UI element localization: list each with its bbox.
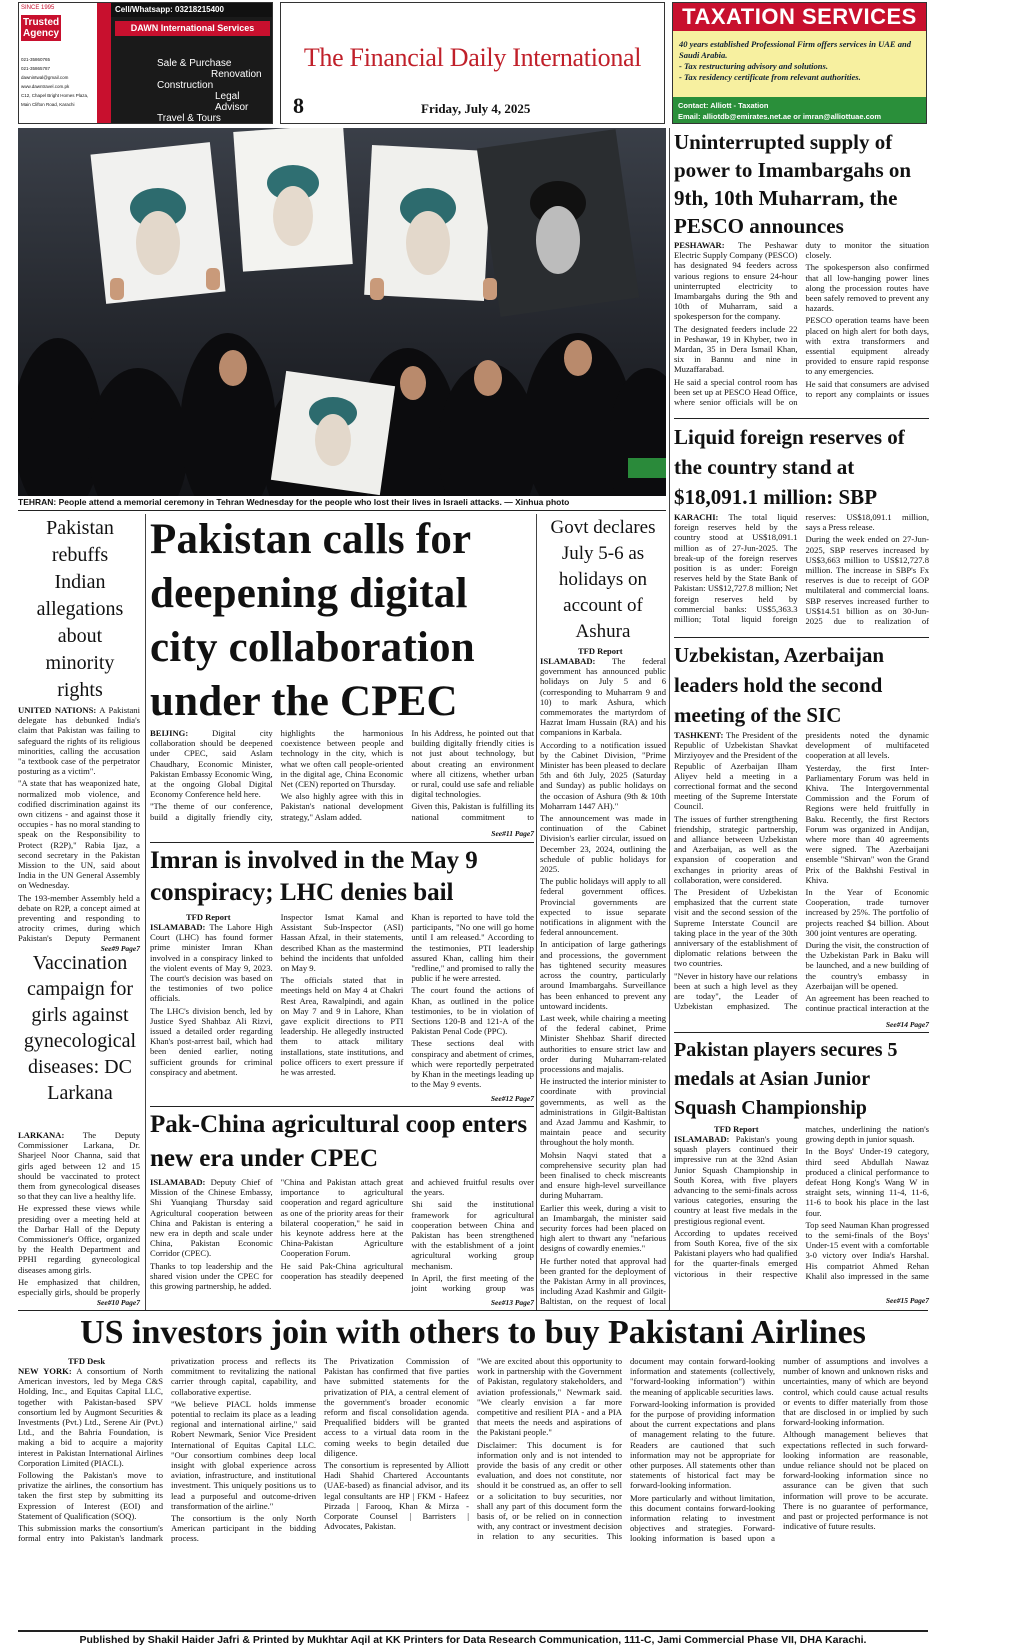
memorial-crowd-image	[18, 128, 666, 496]
sic-paragraph: During the visit, the construction of the Uzbekistan Park in Baku will be launched, and a new building of the country's embassy in Azerbaijan will be opened.	[805, 940, 929, 991]
minority-body	[18, 705, 140, 945]
sic-paragraph: The President of the Republic of Uzbekistan Shavkat Mirziyoyev and the President of the Republic of Azerbaijan Ilham Aliyev held a meeting in a correctional format and the second meeting of the Supreme Interstate Council.	[674, 730, 798, 812]
ad-right-email: Email: alliotdb@emirates.net.ae or imran@alliottuae.com	[678, 112, 882, 121]
ashura-paragraph: The announcement was made in continuation of the Cabinet Division's earlier circular, issued on December 23, 2024, outlining the schedule of public holidays for 2025.	[540, 813, 666, 875]
sic-paragraph: The President of Uzbekistan emphasized that the current state visit and the second session of the Supreme Interstate Council are taking place in the year of the 30th anniversary of the establishment of diplomatic relations between the two countries.	[674, 887, 798, 969]
agri-dateline: ISLAMABAD:	[150, 1177, 206, 1187]
ad-right-contact-panel	[673, 97, 926, 124]
sic-body	[674, 730, 929, 1020]
ad-left-brand: Trusted Agency	[23, 17, 60, 39]
cpec-digital-paragraph: We also highly agree with this in Pakistan's national development strategy," Aslam added.	[280, 791, 404, 822]
pesco-paragraph: PESCO operation teams have been placed on high alert for both days, with extra transformers and essential equipment already provided to ensure rapid response to any emergencies.	[805, 315, 929, 377]
column-rule	[669, 128, 670, 1310]
sic-paragraph: In the Year of Economic Cooperation, trade turnover increased by 25%. The portfolio of projects reached $4 billion. About 300 joint ventures are operating.	[805, 887, 929, 938]
airlines-paragraph: Disclaimer: This document is for information only and is not intended to provide the basis of any credit or other evaluation, and does not constitute, nor should it be construed as, an offer to sell or a solicitation to buy securities, nor shall any part of this document form the basis of, or be relied on in connection with, any contract or investment decision in relation to any securities. This document may contain forward-looking information and statements (collectively, "forward-looking information") within the meaning of applicable securities laws.	[477, 1356, 775, 1542]
ad-left-phone-header: Cell/Whatsapp: 03218215400	[111, 3, 273, 17]
ashura-headline: Govt declares July 5-6 as holidays on account of Ashura	[550, 517, 656, 642]
squash-paragraph: Top seed Nauman Khan progressed to the semi-finals of the Boys' Under-15 event with a comfortable 3-0 victory over India's Harshal. His compatriot Ahmed Rehan Khalil also impressed in the same	[805, 1219, 929, 1281]
ad-left-services	[111, 58, 273, 124]
ashura-paragraph: Earlier this week, during a visit to an Imambargah, the minister said security forces had been placed on high alert to thwart any "nefarious designs of cowardly enemies."	[540, 1202, 666, 1254]
vaccination-headline: Vaccination campaign for girls against gynecological diseases: DC Larkana	[23, 952, 137, 1104]
divider	[150, 1106, 534, 1107]
squash-body	[674, 1124, 929, 1294]
ashura-paragraph: In anticipation of large gatherings and processions, the government has tightened security measures across the country, particularly around Imambargahs. Surveillance has been enhanced to prevent any untoward incidents.	[540, 939, 666, 1011]
masthead-date: Friday, July 4, 2025	[421, 101, 531, 116]
pesco-paragraph: He said a special control room has been set up at PESCO Head Office, where senior officials will be on duty to monitor the situation closely.	[674, 240, 929, 408]
divider	[18, 510, 666, 511]
imran-paragraph: Inspector Ismat Kamal and Assistant Sub-Inspector (ASI) Hassan Afzal, in their statements, described Khan as the mastermind behind the incidents that unfolded on May 9.	[280, 912, 404, 974]
airlines-paragraph: A consortium of North American investors, led by Mega C&S Holding, Inc., and Equitas Capital LLC, together with Pakistan-based SPV consortium led by Augmont Securities & Investments (Pvt.) Ltd., Serene Air (Pvt.) Ltd., and the Bahria Foundation, is making a bid to acquire a majority interest in Pakistan International Airlines Corporation Limited (PIACL).	[18, 1366, 163, 1468]
imran-body	[150, 912, 534, 1094]
ad-right-title: TAXATION SERVICES	[673, 3, 926, 31]
column-rule	[536, 514, 537, 1310]
vaccination-see: See#10 Page7	[96, 1298, 140, 1307]
ad-left-service: Legal Advisor	[215, 91, 249, 113]
minority-paragraph: A Pakistani delegate has debunked India's claim that Pakistan was failing to safeguard the rights of its religious minorities, calling the accusation "a textbook case of the perpetrator posturing as a victim".	[18, 705, 140, 777]
cpec-digital-paragraph: Given this, Pakistan is fulfilling its national commitment to	[411, 801, 534, 822]
ad-left-contact-line: 021-35860765	[21, 57, 51, 62]
ashura-paragraph: He further noted that approval had been granted for the deployment of the Pakistan Army in all provinces, including Azad Kashmir and Gilgit-Baltistan, on the request of local	[540, 1255, 666, 1306]
cpec-digital-body	[150, 728, 534, 828]
ashura-body	[540, 646, 666, 1306]
sic-dateline: TASHKENT:	[674, 730, 724, 740]
airlines-paragraph: Following the Pakistan's move to privatize the airlines, the consortium has taken the first step by submitting its Expression of Interest (EOI) and Statement of Qualification (SOQ).	[18, 1470, 163, 1521]
minority-headline: Pakistan rebuffs Indian allegations about minority rights	[36, 517, 124, 701]
agri-paragraph: He said Pak-China agricultural cooperation has steadily deepened and achieved fruitful results over the years.	[280, 1177, 534, 1281]
airlines-paragraph: Forward-looking information is provided for the purpose of providing information about the current expectations and plans of management relating to the future. Readers are cautioned that such information may not be appropriate for other purposes. All statements other than statements of historical fact may be forward-looking information.	[630, 1398, 775, 1491]
imran-paragraph: The officials stated that in meetings held on May 4 at Chakri Rest Area, Rawalpindi, and again on May 7 and 9 in Lahore, Khan gave explicit directions to PTI leadership. He allegedly instructed them to attack military installations, state institutions, and police officers to exert pressure if he was arrested.	[280, 975, 404, 1078]
airlines-body	[18, 1356, 928, 1626]
ashura-paragraph: The federal government has announced public holidays on July 5 and 6 (corresponding to Muharram 9 and 10) to mark Ashura, which commemorates the martyrdom of Hazrat Imam Hussain (RA) and his companions in Karbala.	[540, 656, 666, 738]
divider	[674, 418, 929, 419]
ad-left-company: DAWN International Services	[115, 21, 270, 36]
squash-byline: TFD Report	[714, 1124, 759, 1134]
divider	[674, 637, 929, 638]
squash-dateline: ISLAMABAD:	[674, 1134, 730, 1144]
footer-imprint: Published by Shakil Haider Jafri & Printed by Mukhtar Aqil at KK Printers for Data Research Communication, 111-C, Jami Commercial Phase VII, DHA Karachi.	[79, 1634, 867, 1646]
news-photo	[18, 128, 666, 496]
masthead	[280, 2, 665, 124]
ashura-paragraph: The public holidays will apply to all federal government offices. Provincial governments are expected to issue separate notifications in alignment with the federal announcement.	[540, 876, 666, 938]
sic-paragraph: "Never in history have our relations been at such a high level as they are today", the Leader of Uzbekistan emphasized. The presidents noted the dynamic development of multifaceted cooperation at all levels.	[674, 730, 929, 1012]
imran-headline: Imran is involved in the May 9 conspiracy; LHC denies bail	[150, 847, 478, 906]
pesco-headline: Uninterrupted supply of power to Imambargahs on 9th, 10th Muharram, the PESCO announces	[674, 130, 912, 238]
vaccination-paragraph: He expressed these views while presiding over a meeting held at the Darbar Hall of the Deputy Commissioner's Office, organized by the Health Department and PPHI regarding gynecological diseases among girls.	[18, 1203, 140, 1275]
ad-left-service: Travel & Tours	[157, 113, 221, 124]
agri-see: See#13 Page7	[490, 1298, 534, 1307]
ad-right-body	[673, 31, 926, 97]
ad-left-contact-line: C12, Chapel Bright Homes Plaza, Main Clifton Road, Karachi	[21, 93, 89, 107]
ad-left-contact-line: 021-35865787	[21, 66, 51, 71]
squash-paragraph: In the Boys' Under-19 category, third seed Abdullah Nawaz produced a clinical performance to defeat Hong Kong's Wang W in straight sets, winning 11-4, 11-6, 11-6 to book his place in the last four.	[805, 1146, 929, 1218]
agri-paragraph: Deputy Chief of Mission of the Chinese Embassy, Shi Yuanqiang Thursday said Agricultural cooperation between China and Pakistan is entering a new era in depth and scale under China, Pakistan Economic Corridor (CPEC).	[150, 1177, 273, 1259]
ad-right-line: - Tax restructuring advisory and solutions.	[679, 61, 828, 71]
squash-paragraph: Pakistan's young squash players continued their impressive run at the 32nd Asian Junior Squash Championship in South Korea, with five players advancing to the semi-finals across various categories, ensuring the country at least five medals in the prestigious regional event.	[674, 1134, 798, 1226]
airlines-paragraph: The consortium is the only North American participant in the bidding process.	[171, 1513, 316, 1544]
squash-headline: Pakistan players secures 5 medals at Asian Junior Squash Championship	[674, 1039, 898, 1119]
agri-body	[150, 1177, 534, 1297]
cpec-digital-see: See#11 Page7	[491, 829, 534, 838]
airlines-byline: TFD Desk	[68, 1356, 106, 1366]
imran-paragraph: Khan is reported to have told the participants, "No one will go home until I am released." According to the testimonies, PTI leadership assured Khan, calling him their "redline," and promised to rally the public if he were arrested.	[411, 912, 534, 984]
vaccination-paragraph: He emphasized that children, especially girls, should be properly	[18, 1276, 140, 1298]
ashura-byline: TFD Report	[578, 646, 623, 656]
pesco-body	[674, 240, 929, 415]
divider	[674, 1032, 929, 1033]
ashura-dateline: ISLAMABAD:	[540, 656, 596, 666]
imran-paragraph: The court found the actions of Khan, as outlined in the police testimonies, to be in violation of Sections 120-B and 121-A of the Pakistan Penal Code (PPC).	[411, 985, 534, 1037]
masthead-title: The Financial Daily International	[303, 43, 642, 72]
squash-see: See#15 Page7	[885, 1296, 929, 1305]
ad-left-service-panel	[111, 3, 273, 124]
airlines-headline: US investors join with others to buy Pakistani Airlines	[80, 1314, 866, 1351]
imran-dateline: ISLAMABAD:	[150, 922, 206, 932]
ad-right	[672, 2, 927, 124]
divider	[18, 1630, 928, 1632]
ad-right-contact: Contact: Alliott - Taxation	[678, 101, 769, 110]
minority-dateline: UNITED NATIONS:	[18, 705, 97, 715]
cpec-digital-paragraph: "The theme of our conference, build a digitally friendly city, highlights the harmonious coexistence between people and technology in the city, which is what we often call people-oriented in the digital age, China Economic Net (CEN) reported on Thursday.	[150, 728, 404, 822]
sic-paragraph: An agreement has been reached to continue practical interaction at the	[805, 993, 929, 1014]
minority-paragraph: "A state that has weaponized hate, normalized mob violence, and codified discrimination against its own citizens - and against those it occupies - has no moral standing to speak on the Responsibility to Protect (R2P)," Rabia Ijaz, a second secretary in the Pakistan Mission to the UN, said about India in the UN General Assembly on Wednesday.	[18, 778, 140, 891]
ad-left-contact-line: dawnintwal@gmail.com	[21, 75, 69, 80]
reserves-body	[674, 512, 929, 634]
pesco-paragraph: The spokesperson also confirmed that all low-hanging power lines along the procession routes have been safely removed to prevent any hazards.	[805, 262, 929, 314]
ad-left-service: Sale & Purchase	[157, 58, 232, 69]
imran-byline: TFD Report	[186, 912, 231, 922]
column-rule	[145, 514, 146, 1310]
cpec-digital-headline: Pakistan calls for deepening digital city collaboration under the CPEC	[150, 516, 475, 725]
ad-left-since: SINCE 1995	[21, 5, 55, 11]
sic-paragraph: The issues of further strengthening friendship, strategic partnership, and alliance between Uzbekistan and Azerbaijan, as well as the expansion of cooperation and exchanges in priority areas of collaboration, were considered.	[674, 813, 798, 885]
airlines-paragraph: "We believe PIACL holds immense potential to reclaim its place as a leading regional and international airline," said Robert Newmark, Senior Vice President International of Equitas Capital LLC. "Our consortium combines deep local insight with global experience across aviation, infrastructure, and institutional investment. This uniquely positions us to lead a purposeful and outcome-driven transformation of the airline."	[171, 1398, 316, 1511]
reserves-headline: Liquid foreign reserves of the country stand at $18,091.1 million: SBP	[674, 425, 905, 509]
agri-headline: Pak-China agricultural coop enters new era under CPEC	[150, 1111, 528, 1172]
vaccination-body	[18, 1130, 140, 1298]
cpec-digital-paragraph: In his Address, he pointed out that building digitally friendly cities is not just about technology, but about creating an environment where all citizens, whether urban or rural, could use safe and reliable digital technologies.	[411, 728, 534, 800]
ashura-paragraph: Mohsin Naqvi stated that a comprehensive security plan had been finalised to check miscreants and ensure high-level surveillance during Muharram.	[540, 1149, 666, 1201]
agri-paragraph: In April, the first meeting of the joint working group was	[411, 1272, 534, 1294]
airlines-paragraph: "We are excited about this opportunity to work in partnership with the Government of Pakistan, regulatory stakeholders, and aviation professionals," Newmark said. "We clearly envision a far more competitive and resilient PIA - and a PIA that meets the needs and aspirations of the Pakistani people."	[477, 1356, 622, 1438]
airlines-dateline: NEW YORK:	[18, 1366, 72, 1376]
ad-left-service: Construction	[157, 80, 214, 91]
reserves-dateline: KARACHI:	[674, 512, 719, 522]
pesco-paragraph: He said that consumers are advised to report any complaints or issues	[805, 378, 929, 399]
page-number: 8	[293, 93, 304, 118]
airlines-paragraph: The consortium is represented by Alliott Hadi Shahid Chartered Accountants (UAE-based) as financial advisor, and its legal consultants are HP | FKM - Hafeez Pirzada | Farooq, Khan & Mirza - Corporate Counsel | Barristers | Advocates, Pakistan.	[324, 1460, 469, 1532]
ad-left-contact-line: www.dawntravel.com.pk	[21, 84, 70, 89]
ad-left-contacts	[21, 55, 95, 109]
airlines-paragraph: Although management believes that expectations reflected in such forward-looking information are reasonable, undue reliance should not be placed on forward-looking information since no assurance can be given that such information will prove to be accurate. There is no guarantee of performance, and past or projected performance is not indicative of future results.	[783, 1429, 928, 1532]
airlines-paragraph: This submission marks the consortium's formal entry into Pakistan's landmark privatization process and reflects its commitment to revitalizing the national carrier through capital, capability, and collaborative expertise.	[18, 1356, 316, 1544]
pesco-dateline: PESHAWAR:	[674, 240, 725, 250]
divider	[18, 1310, 928, 1311]
imran-see: See#12 Page7	[490, 1094, 534, 1103]
reserves-paragraph: During the week ended on 27-Jun-2025, SBP reserves increased by US$3,663 million to US$12,727.8 million. The increase in SBP's Fx reserves is due to receipt of GOP multilateral and commercial loans. SBP reserves increased further to US$14.51 billion as on 30-Jun-2025 due to realization of	[805, 534, 929, 627]
vaccination-paragraph: The Deputy Commissioner Larkana, Dr. Sharjeel Noor Channa, said that girls aged between 12 and 15 should be vaccinated to protect them from gynecological diseases so that they can live a healthy life.	[18, 1130, 140, 1202]
squash-paragraph: According to updates received from South Korea, five of the six Pakistani players who had qualified for the quarter-finals emerged victorious in their respective matches, underlining the nation's growing depth in junior squash.	[674, 1124, 929, 1279]
agri-paragraph: Thanks to top leadership and the shared vision under the CPEC for this growing partnership, he added.	[150, 1260, 273, 1292]
imran-paragraph: The Lahore High Court (LHC) has found former prime minister Imran Khan involved in a conspiracy linked to the violent events of May 9, 2023. The court's decision was based on the testimonies of two police officials.	[150, 922, 273, 1004]
airlines-paragraph: The Privatization Commission of Pakistan has confirmed that five parties have submitted statements for the privatization of PIA, a central element of the government's broader economic reform and fiscal consolidation agenda. Prequalified bidders will be granted access to a virtual data room in the coming weeks to begin detailed due diligence.	[324, 1356, 469, 1458]
ad-left-service: Renovation	[211, 69, 262, 80]
airlines-paragraph: More particularly and without limitation, this document contains forward-looking information relating to investment objectives and strategies. Forward-looking information is based upon a number of assumptions and involves a number of known and unknown risks and uncertainties, many of which are beyond control, which could cause actual results or events to differ materially from those that are disclosed in or implied by such forward-looking information.	[630, 1356, 928, 1544]
agri-paragraph: "China and Pakistan attach great importance to agricultural cooperation and regard agriculture as one of the priority areas for their bilateral cooperation," he said in his keynote address here at the China-Pakistan Agriculture Cooperation Forum.	[280, 1177, 404, 1259]
vaccination-dateline: LARKANA:	[18, 1130, 65, 1140]
reserves-paragraph: The total liquid foreign reserves held by the country stood at US$18,091.1 million as of 27-Jun-2025. The break-up of the foreign reserves position is as under: Foreign reserves held by the State Bank of Pakistan: US$12,727.8 million; Net foreign reserves held by commercial banks: US$5,363.3 million; Total liquid foreign reserves: US$18,091.1 million, says a Press release.	[674, 512, 929, 625]
sic-see: See#14 Page7	[885, 1020, 929, 1029]
ad-left-divider	[97, 3, 111, 124]
ad-left	[18, 2, 273, 124]
ad-right-line: - Tax residency certificate from relevant authorities.	[679, 72, 861, 82]
minority-see: See#9 Page7	[100, 944, 140, 953]
pesco-paragraph: The Peshawar Electric Supply Company (PESCO) has designated 94 feeders across various regions to ensure 24-hour uninterrupted electricity to Imambargahs during the 9th and 10th of Muharram, said a spokesperson for the company.	[674, 240, 798, 322]
imran-paragraph: The LHC's division bench, led by Justice Syed Shahbaz Ali Rizvi, issued a detailed order regarding Khan's post-arrest bail, which had been denied earlier, noting sufficient grounds for criminal conspiracy and abetment.	[150, 1005, 273, 1077]
photo-caption: TEHRAN: People attend a memorial ceremony in Tehran Wednesday for the people who lost their lives in Israeli attacks. — Xinhua photo	[18, 497, 570, 507]
pesco-paragraph: The designated feeders include 22 in Peshawar, 19 in Khyber, two in Mardan, 35 in Dera Ismail Khan, six in Bannu and nine in Muzaffarabad.	[674, 323, 798, 375]
ad-left-brand-panel	[19, 3, 97, 124]
cpec-digital-dateline: BEIJING:	[150, 728, 189, 738]
ashura-paragraph: According to a notification issued by the Cabinet Division, "Prime Minister has been pleased to declare 5th and 6th July, 2025 (Saturday and Sunday) as public holidays on the occasion of Ashura (9th & 10th Moharram 1447 AH)."	[540, 739, 666, 811]
cpec-digital-paragraph: Digital city collaboration should be deepened under CPEC, said Aslam Chaudhary, Economic Minister, Pakistan Embassy Economic Wing, at the ongoing Global Digital Economy Conference held here.	[150, 728, 273, 800]
minority-paragraph: The 193-member Assembly held a debate on R2P, a concept aimed at preventing and responding to atrocity crimes, during which Pakistan's Deputy Permanent	[18, 892, 140, 944]
ad-right-line: 40 years established Professional Firm offers services in UAE and Saudi Arabia.	[679, 39, 911, 60]
divider	[150, 842, 534, 843]
imran-paragraph: These sections deal with conspiracy and abetment of crimes, which were reportedly perpetrated by Khan in the meetings leading up to the May 9 events.	[411, 1038, 534, 1090]
sic-headline: Uzbekistan, Azerbaijan leaders hold the second meeting of the SIC	[674, 643, 884, 727]
ashura-paragraph: Last week, while chairing a meeting of the federal cabinet, Prime Minister Shehbaz Sharif directed authorities to ensure strict law and order during Muharram-related processions and majalis.	[540, 1012, 666, 1074]
agri-paragraph: Shi said the institutional framework for agricultural cooperation between China and Pakistan has been strengthened with the establishment of a joint agricultural working group mechanism.	[411, 1199, 534, 1271]
sic-paragraph: Yesterday, the first Inter-Parliamentary Forum was held in Khiva. The Intergovernmental Commission and the Forum of Regions were held fruitfully in Baku. Recently, the first Rectors Forum was organized in Andijan, where more than 40 agreements were signed. The Azerbaijani ensemble "Shirvan" won the Grand Prix of the Bakhshi Festival in Khiva.	[805, 762, 929, 885]
ashura-paragraph: He instructed the interior minister to coordinate with provincial governments, as well as the administrations in Gilgit-Baltistan and Azad Jammu and Kashmir, to maintain peace and security throughout the holy month.	[540, 1076, 666, 1148]
